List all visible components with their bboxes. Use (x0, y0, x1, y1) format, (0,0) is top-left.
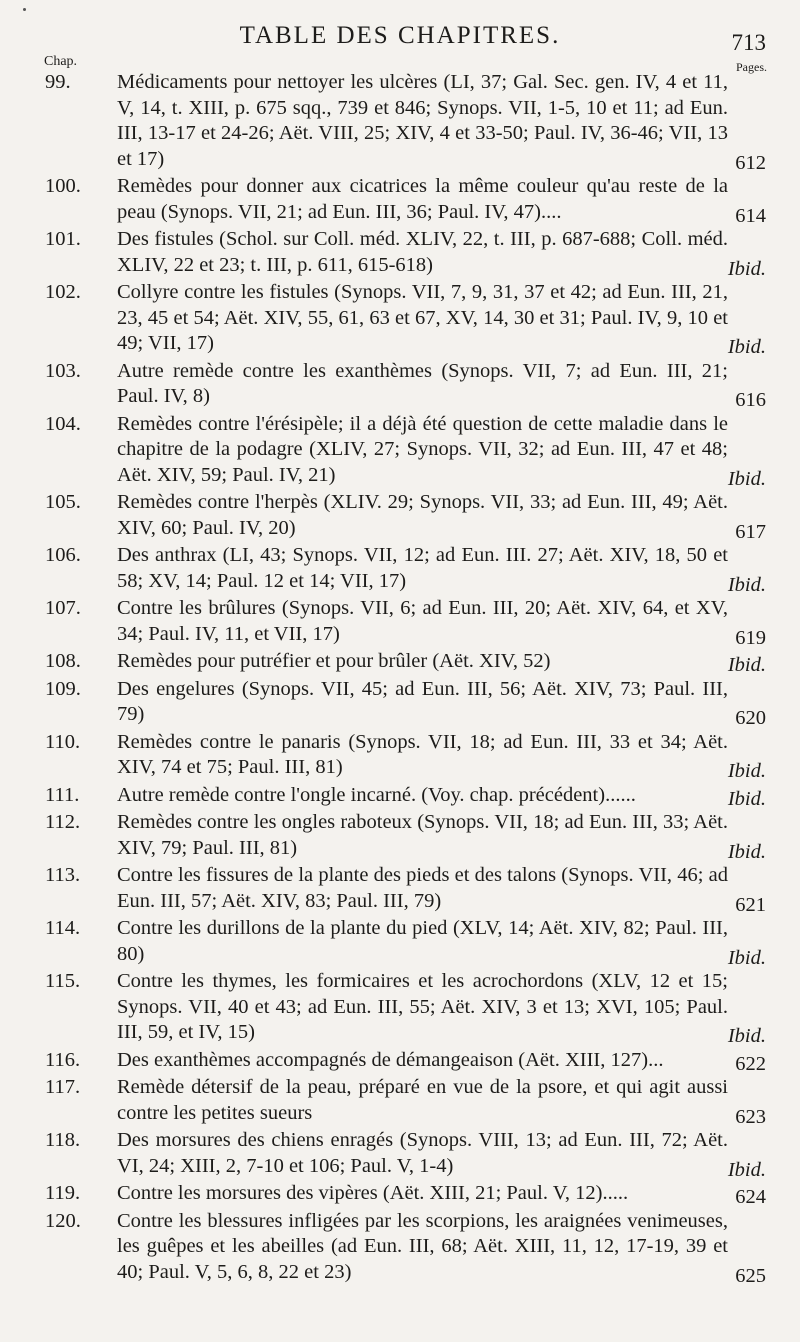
page-reference: Ibid. (727, 840, 766, 863)
chapter-number: 119. (45, 1182, 81, 1204)
chapter-number: 110. (45, 730, 81, 753)
chapter-number: 104. (45, 412, 81, 435)
chapter-entry (0, 174, 800, 227)
page-reference: 620 (735, 707, 766, 729)
chapter-entry (0, 280, 800, 359)
chapter-entry (0, 543, 800, 596)
page-number: 713 (731, 30, 766, 55)
chapter-entry (0, 783, 800, 811)
chapter-number: 106. (45, 544, 81, 566)
chapter-title: Des fistules (Schol. sur Coll. méd. XLIV, 22, t. III, p. 687-688; Coll. méd. XLIV, 22 et 23; t. III, p. 611, 615-618) (117, 228, 728, 276)
chapter-number: 100. (45, 175, 81, 197)
chapter-entry (0, 916, 800, 969)
page-reference: 619 (735, 626, 766, 649)
page-reference: Ibid. (727, 573, 766, 596)
chapter-title: Contre les morsures des vipères (Aët. XIII, 21; Paul. V, 12)..... (117, 1182, 629, 1204)
chapter-title: Remèdes pour putréfier et pour brûler (Aët. XIV, 52) (117, 650, 551, 672)
chapter-number: 109. (45, 677, 81, 700)
page-reference: 616 (735, 389, 766, 411)
chapter-title: Contre les blessures infligées par les scorpions, les araignées venimeuses, les guêpes et les abeilles (ad Eun. III, 68; Aët. XIII, 11, 12, 17-19, 39 et 40; Paul. V, 5, 6, 8, 22 et 23) (117, 1209, 728, 1283)
page-title: TABLE DES CHAPITRES. (239, 22, 561, 49)
chapter-entry (0, 1209, 800, 1288)
chapter-title: Remède détersif de la peau, préparé en vue de la psore, et qui agit aussi contre les petites sueurs (117, 1076, 728, 1124)
chapter-title: Remèdes contre le panaris (Synops. VII, 18; ad Eun. III, 33 et 34; Aët. XIV, 74 et 75; Paul. III, 81) (117, 730, 728, 778)
chapter-entry (0, 863, 800, 916)
chapter-list (0, 70, 800, 1287)
chapter-entry (0, 730, 800, 783)
chapter-number: 117. (45, 1076, 81, 1098)
chapter-title: Contre les durillons de la plante du pied (XLV, 14; Aët. XIV, 82; Paul. III, 80) (117, 917, 728, 965)
page-reference: 622 (735, 1052, 766, 1075)
chapter-number: 111. (45, 783, 80, 806)
chapter-number: 103. (45, 359, 81, 382)
chapter-title: Des exanthèmes accompagnés de démangeaison (Aët. XIII, 127)... (117, 1048, 664, 1071)
chapter-title: Autre remède contre l'ongle incarné. (Voy. chap. précédent)...... (117, 783, 636, 806)
chapter-title: Remèdes contre l'érésipèle; il a déjà été question de cette maladie dans le chapitre de la podagre (XLIV, 27; Synops. VII, 32; ad Eun. III, 47 et 48; Aët. XIV, 59; Paul. IV, 21) (117, 412, 728, 486)
chapter-entry (0, 677, 800, 730)
chapter-entry (0, 1075, 800, 1128)
pages-column-label: Pages. (736, 60, 767, 74)
chapter-entry (0, 227, 800, 280)
chapter-number: 120. (45, 1209, 81, 1232)
chapter-title: Contre les fissures de la plante des pieds et des talons (Synops. VII, 46; ad Eun. III, 57; Aët. XIV, 83; Paul. III, 79) (117, 864, 728, 912)
page-reference: Ibid. (727, 1025, 766, 1047)
chapter-number: 118. (45, 1129, 81, 1151)
page-reference: Ibid. (727, 336, 766, 358)
chapter-entry (0, 490, 800, 543)
page-reference: 621 (735, 893, 766, 916)
chapter-title: Autre remède contre les exanthèmes (Synops. VII, 7; ad Eun. III, 21; Paul. IV, 8) (117, 359, 728, 407)
chapter-number: 99. (45, 71, 71, 93)
chapter-entry (0, 1128, 800, 1181)
chapter-number: 108. (45, 650, 81, 672)
page-reference: 625 (735, 1264, 766, 1287)
page-reference: Ibid. (727, 760, 766, 782)
chapter-entry (0, 359, 800, 412)
page-reference: Ibid. (727, 1158, 766, 1181)
chapter-title: Des morsures des chiens enragés (Synops. VIII, 13; ad Eun. III, 72; Aët. VI, 24; XIII, 2, 7-10 et 106; Paul. V, 1-4) (117, 1129, 728, 1177)
chapter-number: 101. (45, 228, 81, 250)
chapter-title: Des anthrax (LI, 43; Synops. VII, 12; ad Eun. III. 27; Aët. XIV, 18, 50 et 58; XV, 14; Paul. 12 et 14; VII, 17) (117, 544, 728, 592)
page-reference: Ibid. (727, 946, 766, 969)
chapter-title: Médicaments pour nettoyer les ulcères (LI, 37; Gal. Sec. gen. IV, 4 et 11, V, 14, t. XIII, p. 675 sqq., 739 et 846; Synops. VII, 1-5, 10 et 11; ad Eun. III, 13-17 et 24-26; Aët. VIII, 25; XIV, 4 et 33-50; Paul. IV, 36-46; VII, 13 et 17) (117, 71, 728, 170)
page-reference: 617 (735, 520, 766, 543)
page-speck (23, 8, 26, 11)
chapter-entry (0, 412, 800, 491)
chapter-entry (0, 1048, 800, 1076)
page-reference: Ibid. (727, 787, 766, 810)
chapter-title: Des engelures (Synops. VII, 45; ad Eun. III, 56; Aët. XIV, 73; Paul. III, 79) (117, 677, 728, 725)
chapter-number: 107. (45, 597, 81, 619)
chapter-number: 114. (45, 917, 81, 939)
page-reference: Ibid. (727, 467, 766, 490)
chapter-number: 112. (45, 811, 81, 833)
chapter-entry (0, 596, 800, 649)
chapter-entry (0, 649, 800, 677)
chapter-title: Remèdes pour donner aux cicatrices la même couleur qu'au reste de la peau (Synops. VII, 21; ad Eun. III, 36; Paul. IV, 47).... (117, 175, 728, 223)
chapter-title: Contre les thymes, les formicaires et les acrochordons (XLV, 12 et 15; Synops. VII, 40 et 43; ad Eun. III, 55; Aët. XIV, 3 et 13; XVI, 105; Paul. III, 59, et IV, 15) (117, 970, 728, 1043)
chapter-title: Contre les brûlures (Synops. VII, 6; ad Eun. III, 20; Aët. XIV, 64, et XV, 34; Paul. IV, 11, et VII, 17) (117, 597, 728, 645)
chapter-number: 113. (45, 864, 81, 886)
chapter-number: 115. (45, 970, 81, 992)
chapter-title: Remèdes contre l'herpès (XLIV. 29; Synops. VII, 33; ad Eun. III, 49; Aët. XIV, 60; Paul. IV, 20) (117, 491, 728, 539)
chapter-entry (0, 1181, 800, 1209)
chapter-number: 116. (45, 1048, 81, 1071)
chapter-entry (0, 810, 800, 863)
chapter-entry (0, 969, 800, 1048)
page-reference: 612 (735, 151, 766, 174)
chapter-number: 105. (45, 491, 81, 513)
page-reference: Ibid. (727, 257, 766, 280)
page-reference: 614 (735, 204, 766, 227)
chapter-title: Remèdes contre les ongles raboteux (Synops. VII, 18; ad Eun. III, 33; Aët. XIV, 79; Paul. III, 81) (117, 811, 728, 859)
chapter-title: Collyre contre les fistules (Synops. VII, 7, 9, 31, 37 et 42; ad Eun. III, 21, 23, 45 et 54; Aët. XIV, 55, 61, 63 et 67, XV, 14, 30 et 31; Paul. IV, 9, 10 et 49; VII, 17) (117, 281, 728, 354)
chap-column-label: Chap. (44, 54, 78, 69)
chapter-number: 102. (45, 281, 81, 303)
page-reference: 624 (735, 1186, 766, 1208)
page-reference: 623 (735, 1105, 766, 1128)
page-reference: Ibid. (727, 654, 766, 676)
chapter-entry (0, 70, 800, 174)
